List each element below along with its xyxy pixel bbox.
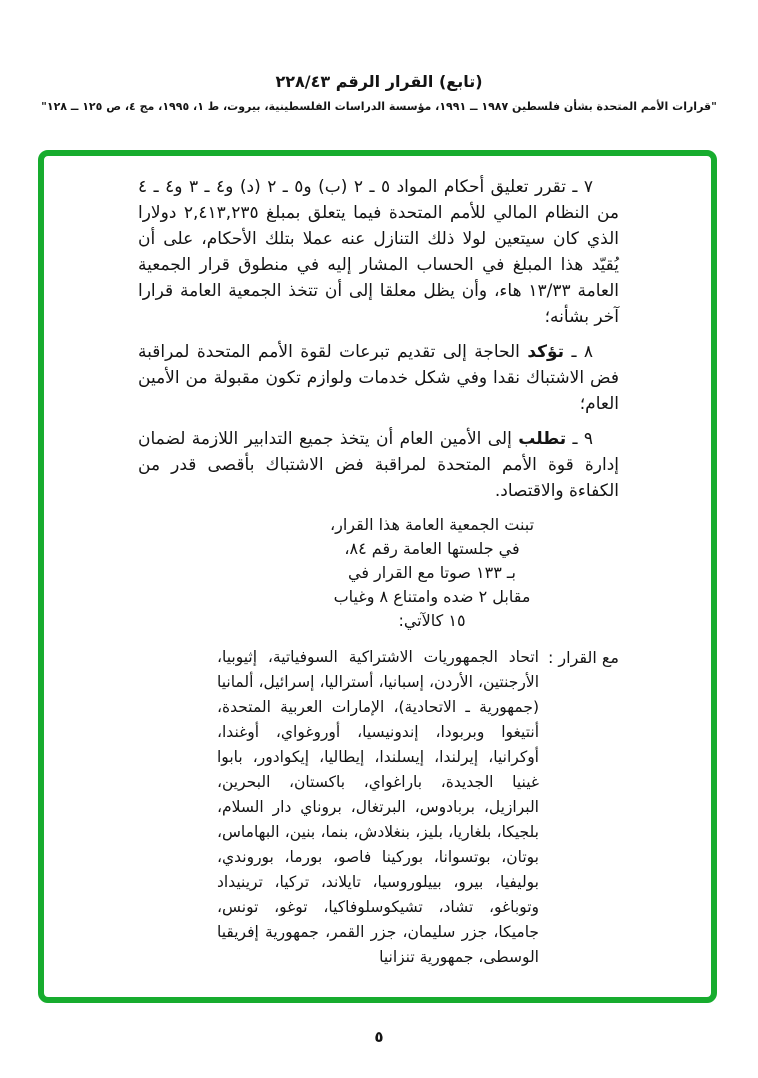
- paragraph-7: [138, 174, 619, 330]
- paragraph-7-text: تعليق أحكام المواد ٥ ـ ٢ (ب) و٥ ـ ٢ (د) و٤ ـ ٣ و٤ ـ ٤ من النظام المالي للأمم المتحدة فيما يتعلق بمبلغ ٢,٤١٣,٢٣٥ دولارا الذي كان سيتعين لولا ذلك التنازل عنه عملا بتلك الأحكام، على أن يُقيّد هذا المبلغ في الحساب المشار إليه في منطوق قرار الجمعية العامة ١٣/٣٣ هاء، وأن يظل معلقا إلى أن تتخذ الجمعية العامة قرارا آخر بشأنه؛: [138, 177, 619, 327]
- paragraph-9-number: ٩ ـ: [572, 429, 594, 449]
- page-number: ٥: [374, 1028, 384, 1046]
- source-citation: "قرارات الأمم المتحدة بشأن فلسطين ١٩٨٧ ــ ١٩٩١، مؤسسة الدراسات الفلسطينية، بيروت، ط ١، ١٩٩٥، مج ٤، ص ١٢٥ ــ ١٢٨": [41, 100, 717, 113]
- resolution-title: (تابع) القرار الرقم ٢٢٨/٤٣: [275, 72, 483, 91]
- page-header: [0, 72, 758, 113]
- paragraph-8: [138, 339, 619, 417]
- paragraph-8-text: الحاجة إلى تقديم تبرعات لقوة الأمم المتحدة لمراقبة فض الاشتباك نقدا وفي شكل خدمات ولوازم تكون مقبولة من الأمين العام؛: [138, 342, 619, 414]
- vote-in-favour-label: مع القرار :: [547, 648, 619, 667]
- adoption-line: في جلستها العامة رقم ٨٤،: [344, 539, 520, 558]
- adoption-line: مقابل ٢ ضده وامتناع ٨ وغياب: [333, 587, 531, 606]
- paragraph-9: [138, 426, 619, 504]
- adoption-line: بـ ١٣٣ صوتا مع القرار في: [347, 563, 517, 582]
- paragraph-8-verb: تؤكد: [527, 342, 565, 362]
- adoption-statement: [303, 513, 561, 633]
- resolution-body: [44, 156, 711, 997]
- paragraph-7-verb: تقرر: [535, 177, 566, 197]
- adoption-line: تبنت الجمعية العامة هذا القرار،: [329, 515, 535, 534]
- adoption-line: ١٥ كالآتي:: [398, 611, 466, 630]
- paragraph-9-text: إلى الأمين العام أن يتخذ جميع التدابير اللازمة لضمان إدارة قوة الأمم المتحدة لمراقبة فض الاشتباك بأقصى قدر من الكفاءة والاقتصاد.: [138, 429, 619, 501]
- paragraph-9-verb: تطلب: [518, 429, 567, 449]
- paragraph-7-number: ٧ ـ: [572, 177, 594, 197]
- vote-in-favour-countries: اتحاد الجمهوريات الاشتراكية السوفياتية، إثيوبيا، الأرجنتين، الأردن، إسبانيا، أستراليا، إسرائيل، ألمانيا (جمهورية ـ الاتحادية)، الإمارات العربية المتحدة، أنتيغوا وبربودا، إندونيسيا، أوروغواي، أوغندا، أوكرانيا، إيرلندا، إيسلندا، إيطاليا، إيكوادور، بابوا غينيا الجديدة، باراغواي، باكستان، البحرين، البرازيل، بربادوس، البرتغال، بروناي دار السلام، بلجيكا، بلغاريا، بليز، بنغلادش، بنما، بنين، البهاماس، بوتان، بوتسوانا، بوركينا فاصو، بورما، بوروندي، بوليفيا، بيرو، بييلوروسيا، تايلاند، تركيا، ترينيداد وتوباغو، تشاد، تشيكوسلوفاكيا، توغو، تونس، جاميكا، جزر سليمان، جزر القمر، جمهورية إفريقيا الوسطى، جمهورية تنزانيا: [217, 648, 539, 966]
- paragraph-8-number: ٨ ـ: [571, 342, 593, 362]
- vote-record: [138, 645, 619, 970]
- resolution-frame: [38, 150, 717, 1003]
